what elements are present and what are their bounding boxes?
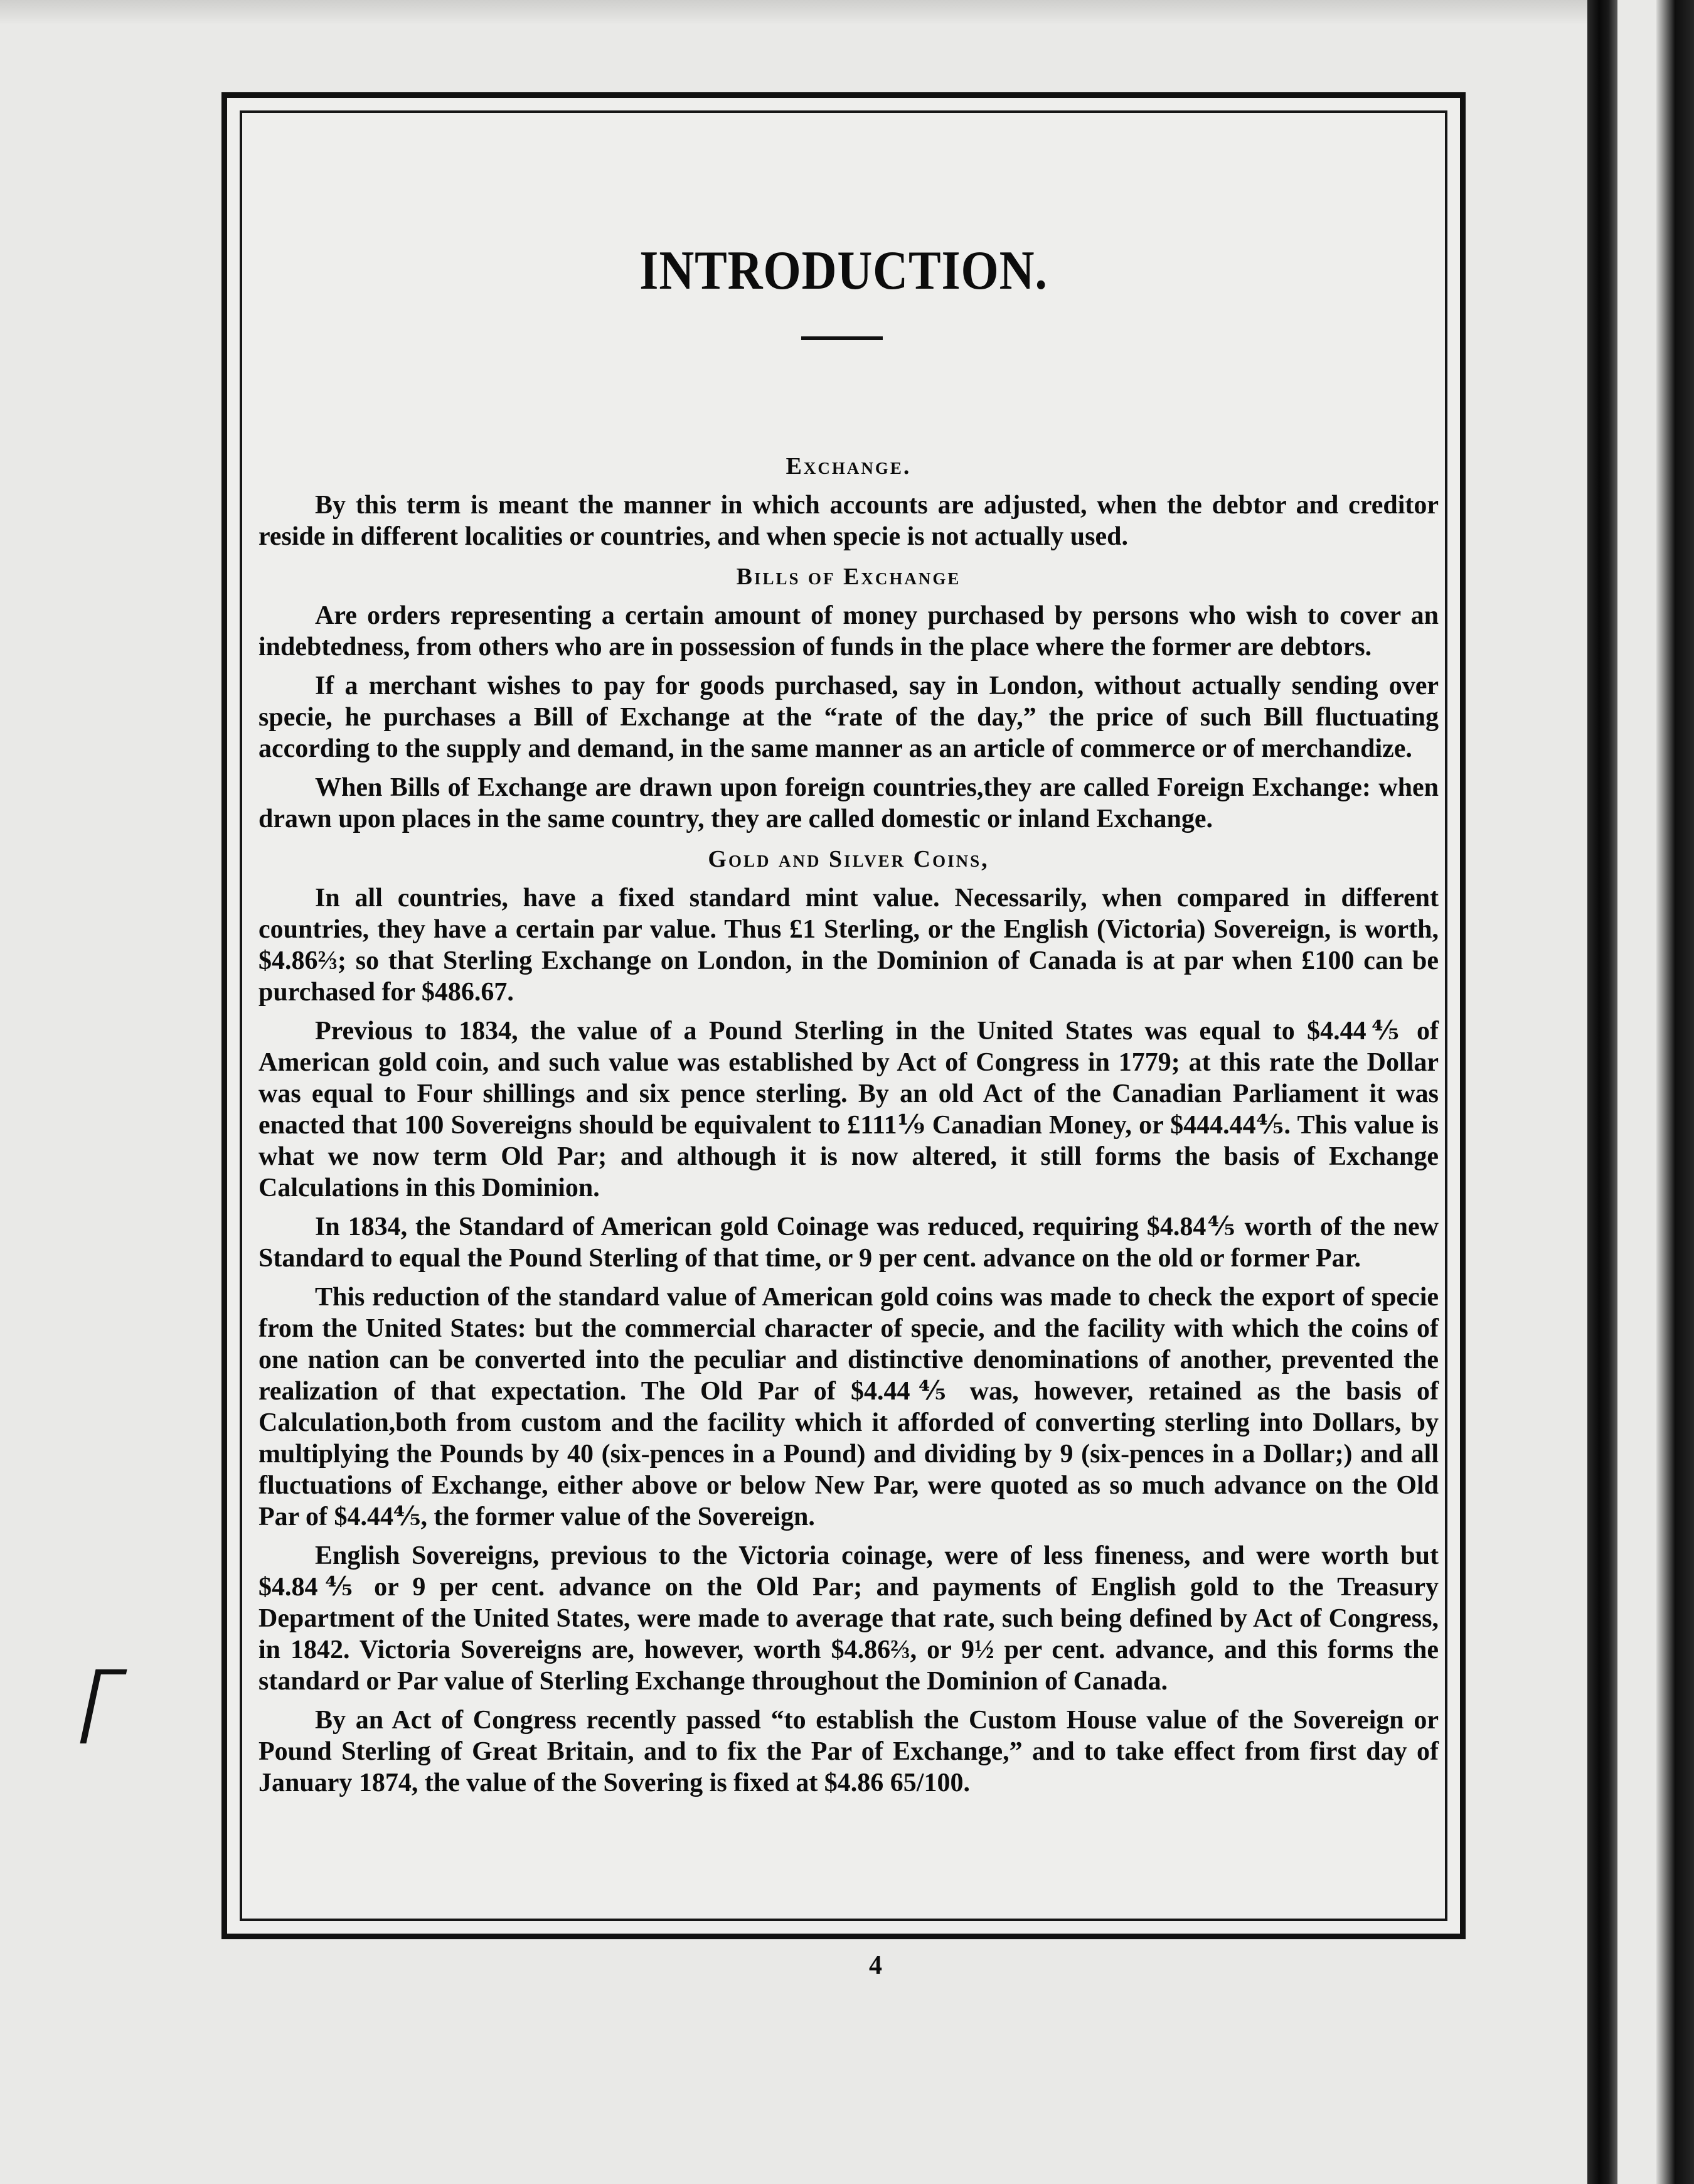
paragraph: By this term is meant the manner in which accounts are adjusted, when the debtor and creditor reside in different localities or countries, and when specie is not actually used. <box>258 491 1439 551</box>
paragraph: Are orders representing a certain amount of money purchased by persons who wish to cover an indebtedness, from others who are in possession of funds in the place where the former are debtors. <box>258 601 1439 661</box>
paragraph: When Bills of Exchange are drawn upon foreign countries,they are called Foreign Exchange: when drawn upon places in the same country, they are called domestic or inland Exchange. <box>258 773 1439 833</box>
document-body <box>258 449 1439 1806</box>
paragraph: Previous to 1834, the value of a Pound Sterling in the United States was equal to $4.44⅘ of American gold coin, and such value was established by Act of Congress in 1779; at this rate the Dollar was equal to Four shillings and six pence sterling. By an old Act of the Canadian Parliament it was enacted that 100 Sovereigns should be equivalent to £111⅑ Canadian Money, or $444.44⅘. This value is what we now term Old Par; and although it is now altered, it still forms the basis of Exchange Calculations in this Dominion. <box>258 1017 1439 1202</box>
book-gutter-shadow <box>1587 0 1617 2184</box>
paragraph: This reduction of the standard value of American gold coins was made to check the export of specie from the United States: but the commercial character of specie, and the facility with which the coins of one nation can be converted into the peculiar and distinctive denominations of another, prevented the realization of that expectation. The Old Par of $4.44⅘ was, however, retained as the basis of Calculation,both from custom and the facility which it afforded of converting sterling into Dollars, by multiplying the Pounds by 40 (six-pences in a Pound) and dividing by 9 (six-pences in a Dollar;) and all fluctuations of Exchange, either above or below New Par, were quoted as so much advance on the Old Par of $4.44⅘, the former value of the Sovereign. <box>258 1283 1439 1531</box>
paragraph: In all countries, have a fixed standard mint value. Necessarily, when compared in different countries, they have a certain par value. Thus £1 Sterling, or the English (Victoria) Sovereign, is worth, $4.86⅔; so that Sterling Exchange on London, in the Dominion of Canada is at par when £100 can be purchased for $486.67. <box>258 884 1439 1007</box>
title-rule <box>801 336 883 340</box>
paragraph: By an Act of Congress recently passed “to establish the Custom House value of the Sovereign or Pound Sterling of Great Britain, and to fix the Par of Exchange,” and to take effect from first day of January 1874, the value of the Sovering is fixed at $4.86 65/100. <box>258 1706 1439 1797</box>
paragraph: English Sovereigns, previous to the Victoria coinage, were of less fineness, and were worth but $4.84⅘ or 9 per cent. advance on the Old Par; and payments of English gold to the Treasury Department of the United States, were made to average that rate, such being defined by Act of Congress, in 1842. Victoria Sovereigns are, however, worth $4.86⅔, or 9½ per cent. advance, and this forms the standard or Par value of Sterling Exchange throughout the Dominion of Canada. <box>258 1541 1439 1696</box>
section-heading-bills-of-exchange: Bills of Exchange <box>736 564 961 590</box>
page-border-outer <box>221 92 1466 1939</box>
page-title: INTRODUCTION. <box>639 240 1048 301</box>
section-heading-exchange: Exchange. <box>786 453 912 479</box>
margin-ink-mark <box>80 1669 127 1743</box>
book-edge-shadow <box>1656 0 1694 2184</box>
scan-shadow-top <box>0 0 1587 25</box>
paragraph: If a merchant wishes to pay for goods purchased, say in London, without actually sending over specie, he purchases a Bill of Exchange at the “rate of the day,” the price of such Bill fluctuating according to the supply and demand, in the same manner as an article of commerce or of merchandize. <box>258 672 1439 763</box>
page-number: 4 <box>869 1951 882 1980</box>
section-heading-gold-and-silver-coins: Gold and Silver Coins, <box>708 846 989 872</box>
paragraph: In 1834, the Standard of American gold Coinage was reduced, requiring $4.84⅘ worth of the new Standard to equal the Pound Sterling of that time, or 9 per cent. advance on the old or former Par. <box>258 1212 1439 1273</box>
